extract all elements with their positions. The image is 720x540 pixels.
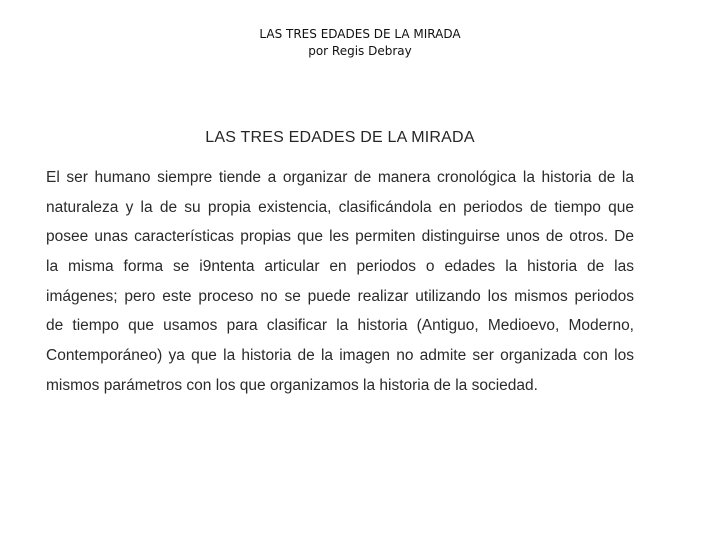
- document-line: El ser humano siempre tiende a organizar de manera cronológica la historia de la: [46, 169, 634, 186]
- document-body: [46, 168, 634, 406]
- slide-title: LAS TRES EDADES DE LA MIRADA: [259, 27, 461, 41]
- slide-subtitle: por Regis Debray: [308, 44, 412, 58]
- document-line: la misma forma se i9ntenta articular en periodos o edades la historia de las: [46, 258, 634, 276]
- document-line: posee unas características propias que les permiten distinguirse unos de otros. De: [46, 228, 634, 246]
- document-line: naturaleza y la de su propia existencia, clasificándola en periodos de tiempo que: [46, 198, 634, 216]
- scanned-document-image: [46, 124, 634, 406]
- slide-header: [0, 26, 720, 60]
- document-line: imágenes; pero este proceso no se puede realizar utilizando los mismos periodos: [46, 287, 634, 305]
- document-line: de tiempo que usamos para clasificar la historia (Antiguo, Medioevo, Moderno,: [46, 317, 634, 335]
- document-title: LAS TRES EDADES DE LA MIRADA: [205, 129, 475, 146]
- document-line: Contemporáneo) ya que la historia de la imagen no admite ser organizada con los: [46, 347, 634, 365]
- document-line: mismos parámetros con los que organizamos la historia de la sociedad.: [46, 376, 538, 394]
